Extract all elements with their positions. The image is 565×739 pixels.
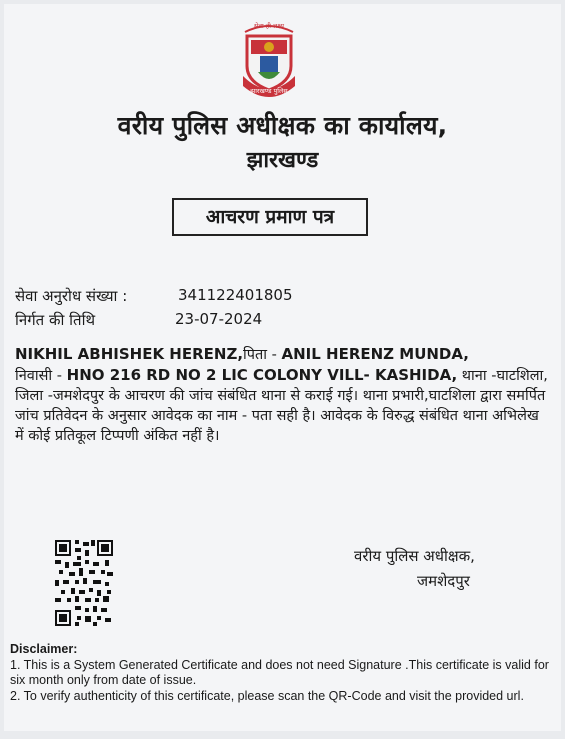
disclaimer-heading: Disclaimer:: [10, 642, 78, 656]
service-number-row: [15, 286, 293, 306]
certificate-body: [15, 344, 551, 446]
issue-date-label: निर्गत की तिथि: [15, 311, 96, 329]
father-name: ANIL HERENZ MUNDA,: [281, 345, 469, 363]
disclaimer: [10, 642, 555, 704]
signatory-designation: वरीय पुलिस अधीक्षक,: [354, 547, 475, 565]
service-number-value: 341122401805: [178, 286, 293, 304]
father-label: पिता -: [243, 347, 282, 363]
disclaimer-item-2: 2. To verify authenticity of this certificate, please scan the QR-Code and visit the provided url.: [10, 688, 524, 703]
applicant-name: NIKHIL ABHISHEK HERENZ,: [15, 345, 244, 363]
signature-block: [354, 544, 475, 594]
verification-statement: थाना -घाटशिला, जिला -जमशेदपुर के आचरण की जांच संबंधित थाना से कराई गई। थाना प्रभारी,घाटशिला द्वारा समर्पित जांच प्रतिवेदन के अनुसार आवेदक का नाम - पता सही है। आवेदक के विरुद्ध संबंधित थाना अभिलेख में कोई प्रतिकूल टिप्पणी अंकित नहीं है।: [15, 368, 548, 444]
office-state: झारखण्ड: [246, 148, 319, 173]
qr-code-icon[interactable]: [55, 540, 113, 626]
issue-date-row: [15, 310, 263, 330]
jharkhand-police-emblem-icon: [229, 16, 309, 106]
address: HNO 216 RD NO 2 LIC COLONY VILL- KASHIDA,: [66, 366, 458, 384]
disclaimer-item-1: 1. This is a System Generated Certificate and does not need Signature .This certificate is valid for six month only from date of issue.: [10, 657, 549, 687]
certificate-page: [4, 4, 561, 731]
emblem-ribbon-text: झारखण्ड पुलिस: [250, 87, 288, 95]
certificate-title: आचरण प्रमाण पत्र: [172, 198, 368, 236]
emblem-motto: सेवा ही लक्ष्य: [253, 22, 285, 30]
issue-date-value: 23-07-2024: [175, 310, 263, 328]
office-title: वरीय पुलिस अधीक्षक का कार्यालय,: [117, 111, 448, 140]
resident-label: निवासी -: [15, 368, 67, 384]
signatory-city: जमशेदपुर: [417, 572, 470, 590]
service-number-label: सेवा अनुरोध संख्या :: [15, 287, 128, 305]
